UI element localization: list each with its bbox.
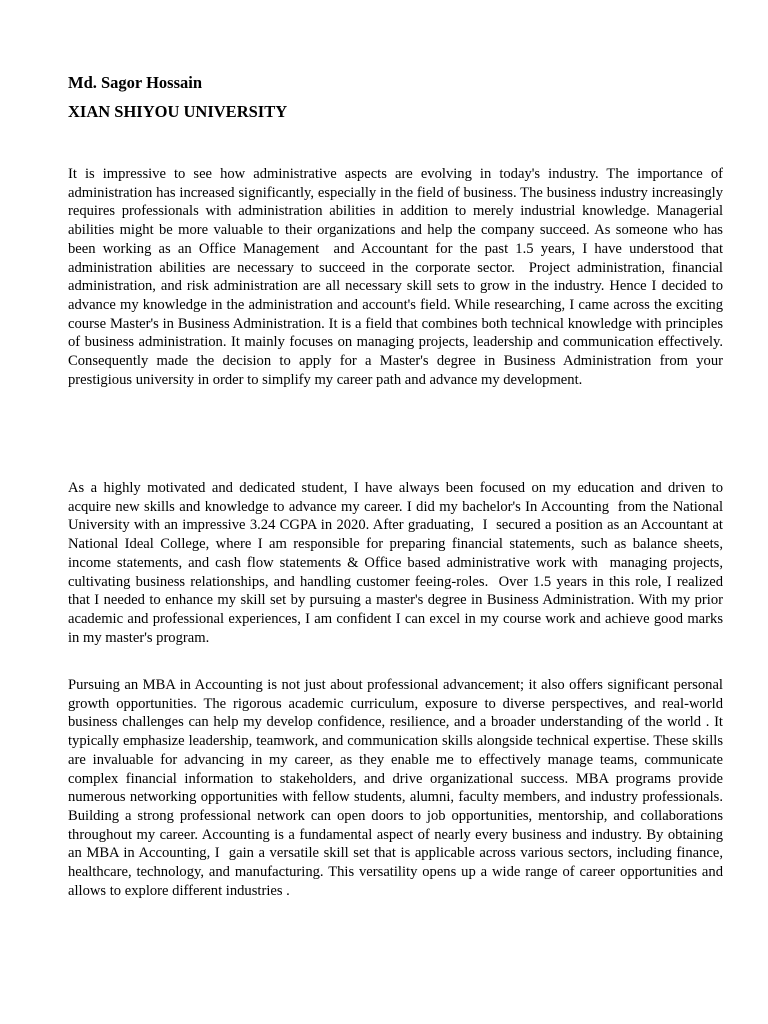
document-header: [68, 72, 728, 123]
author-name: Md. Sagor Hossain: [68, 73, 203, 92]
university-name: XIAN SHIYOU UNIVERSITY: [68, 102, 288, 121]
paragraph-3: Pursuing an MBA in Accounting is not just about professional advancement; it also offers significant personal growth opportunities. The rigorous academic curriculum, exposure to diverse perspectives, and real-world business challenges can help my develop confidence, resilience, and a broader understanding of the world . It typically emphasize leadership, teamwork, and communication skills alongside technical expertise. These skills are invaluable for advancing in my career, as they enable me to effectively manage teams, communicate complex financial information to stakeholders, and drive organizational success. MBA programs provide numerous networking opportunities with fellow students, alumni, faculty members, and industry professionals. Building a strong professional network can open doors to job opportunities, mentorship, and collaborations throughout my career. Accounting is a fundamental aspect of nearly every business and industry. By obtaining an MBA in Accounting, I gain a versatile skill set that is applicable across various sectors, including finance, healthcare, technology, and manufacturing. This versatility opens up a wide range of career opportunities and allows to explore different industries .: [68, 677, 727, 899]
paragraph-2: As a highly motivated and dedicated student, I have always been focused on my education and driven to acquire new skills and knowledge to advance my career. I did my bachelor's In Accounting from the National University with an impressive 3.24 CGPA in 2020. After graduating, I secured a position as an Accountant at National Ideal College, where I am responsible for preparing financial statements, such as balance sheets, income statements, and cash flow statements & Office based administrative work with managing projects, cultivating business relationships, and handling customer feeing-roles. Over 1.5 years in this role, I realized that I needed to enhance my skill set by pursuing a master's degree in Business Administration. With my prior academic and professional experiences, I am confident I can excel in my course work and achieve good marks in my master's program.: [68, 480, 727, 646]
paragraph-1: It is impressive to see how administrative aspects are evolving in today's industry. The importance of administration has increased significantly, especially in the field of business. The business industry increasingly requires professionals with administration abilities in addition to merely industrial knowledge. Managerial abilities might be more valuable to their organizations and help the company succeed. As someone who has been working as an Office Management and Accountant for the past 1.5 years, I have understood that administration abilities are necessary to succeed in the corporate sector. Project administration, financial administration, and risk administration are all necessary skill sets to grow in the industry. Hence I decided to advance my knowledge in the administration and account's field. While researching, I came across the exciting course Master's in Business Administration. It is a field that combines both technical knowledge with principles of business administration. It mainly focuses on managing projects, leadership and communication effectively. Consequently made the decision to apply for a Master's degree in Business Administration from your prestigious university in order to simplify my career path and advance my development.: [68, 166, 727, 388]
